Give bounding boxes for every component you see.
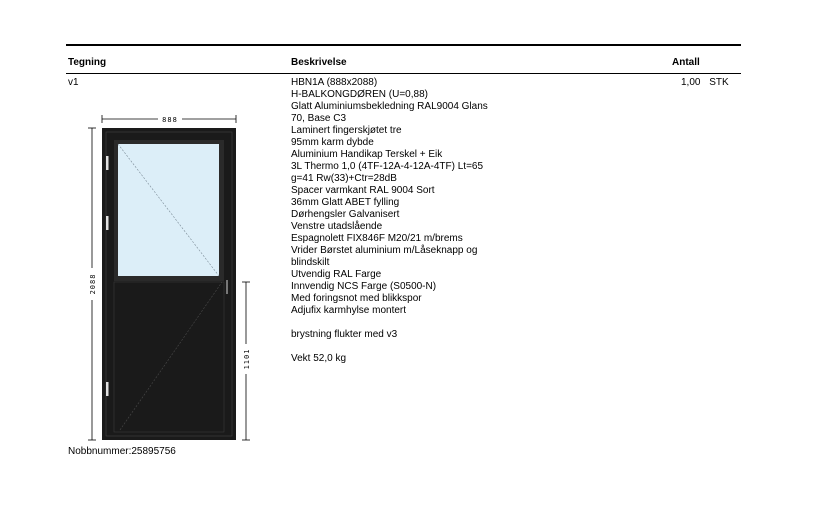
column-header-description: Beskrivelse bbox=[291, 57, 347, 68]
description-line: 36mm Glatt ABET fylling bbox=[291, 197, 400, 208]
quantity-unit: STK bbox=[709, 77, 729, 88]
description-line: Glatt Aluminiumsbekledning RAL9004 Glans bbox=[291, 101, 488, 112]
description-line: Adjufix karmhylse montert bbox=[291, 305, 407, 316]
description-line: 3L Thermo 1,0 (4TF-12A-4-12A-4TF) Lt=65 bbox=[291, 161, 484, 172]
hinge-icon bbox=[106, 156, 109, 170]
item-quantity bbox=[681, 77, 729, 88]
description-line: blindskilt bbox=[291, 257, 330, 268]
description-line: Utvendig RAL Farge bbox=[291, 269, 382, 280]
description-line: g=41 Rw(33)+Ctr=28dB bbox=[291, 173, 397, 184]
item-description bbox=[291, 77, 488, 365]
description-lines bbox=[291, 77, 488, 317]
description-spacer bbox=[291, 341, 488, 353]
hinge-icon bbox=[106, 216, 109, 230]
description-note: brystning flukter med v3 bbox=[291, 329, 398, 340]
description-line: 95mm karm dybde bbox=[291, 137, 374, 148]
height-dimension-label: 2088 bbox=[89, 273, 97, 295]
description-line: HBN1A (888x2088) bbox=[291, 77, 378, 88]
description-line: Spacer varmkant RAL 9004 Sort bbox=[291, 185, 435, 196]
hinge-icon bbox=[106, 382, 109, 396]
table-header-rule bbox=[66, 73, 741, 74]
door-drawing bbox=[84, 112, 254, 444]
description-line: Dørhengsler Galvanisert bbox=[291, 209, 400, 220]
description-line: Venstre utadslående bbox=[291, 221, 383, 232]
description-spacer bbox=[291, 317, 488, 329]
description-line: Laminert fingerskjøtet tre bbox=[291, 125, 402, 136]
description-line: 70, Base C3 bbox=[291, 113, 347, 124]
width-dimension-label: 888 bbox=[162, 116, 178, 124]
item-variant: v1 bbox=[68, 77, 79, 88]
description-line: Innvendig NCS Farge (S0500-N) bbox=[291, 281, 437, 292]
quantity-value: 1,00 bbox=[681, 77, 701, 88]
description-line: Espagnolett FIX846F M20/21 m/brems bbox=[291, 233, 463, 244]
lower-height-dimension-label: 1101 bbox=[243, 348, 251, 370]
description-line: Aluminium Handikap Terskel + Eik bbox=[291, 149, 443, 160]
description-weight: Vekt 52,0 kg bbox=[291, 353, 347, 364]
description-line: Med foringsnot med blikkspor bbox=[291, 293, 422, 304]
nobb-number: Nobbnummer:25895756 bbox=[68, 446, 176, 457]
description-line: H-BALKONGDØREN (U=0,88) bbox=[291, 89, 428, 100]
column-header-quantity: Antall bbox=[672, 57, 700, 68]
table-top-rule bbox=[66, 44, 741, 46]
door-handle-icon bbox=[226, 280, 228, 294]
description-line: Vrider Børstet aluminium m/Låseknapp og bbox=[291, 245, 478, 256]
column-header-drawing: Tegning bbox=[68, 57, 107, 68]
